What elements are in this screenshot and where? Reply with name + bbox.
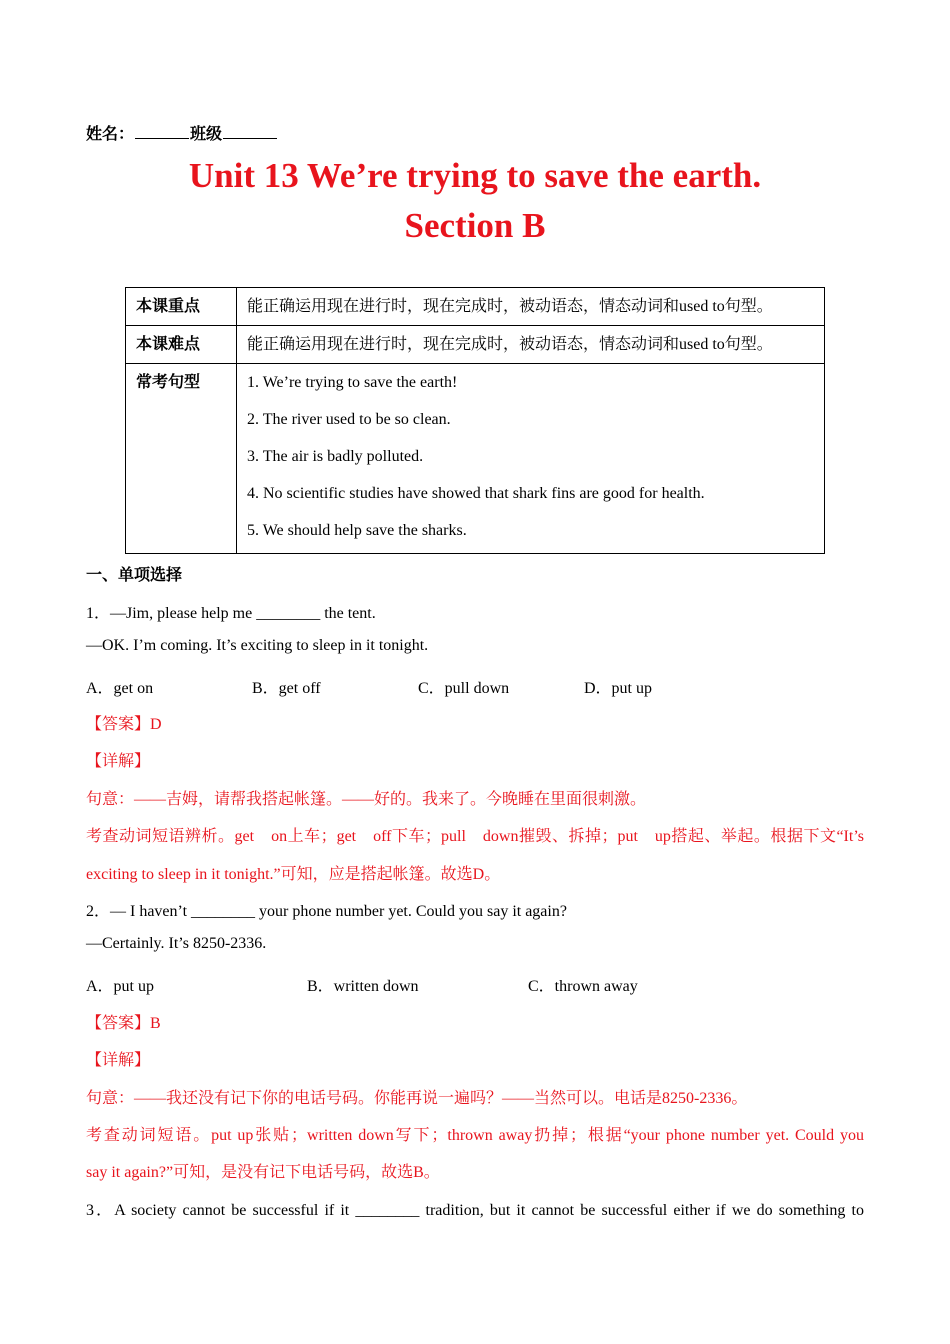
difficult-points-value: 能正确运用现在进行时，现在完成时，被动语态，情态动词和used to句型。 — [237, 326, 825, 364]
q1-analysis-line2: exciting to sleep in it tonight.”可知，应是搭起帐篷。故选D。 — [86, 866, 501, 883]
q1-option-a[interactable]: A．get on — [86, 680, 154, 697]
q1-stem: 1．—Jim, please help me ________ the tent. — [86, 605, 376, 622]
difficult-points-label: 本课难点 — [126, 326, 237, 364]
q2-stem: 2．— I haven’t ________ your phone number yet. Could you say it again? — [86, 903, 567, 920]
q1-option-d[interactable]: D．put up — [584, 680, 653, 697]
q2-reply: —Certainly. It’s 8250-2336. — [86, 935, 267, 952]
sentence-item: 1. We’re trying to save the earth! — [247, 374, 458, 391]
q1-answer: 【答案】D — [86, 716, 162, 733]
class-label: 班级 — [190, 126, 223, 143]
common-sentences-list — [237, 364, 825, 554]
sentence-item: 5. We should help save the sharks. — [247, 522, 467, 539]
class-blank[interactable] — [223, 124, 277, 139]
q1-reply: —OK. I’m coming. It’s exciting to sleep in it tonight. — [86, 637, 429, 654]
table-row — [126, 288, 825, 326]
common-sentences-label: 常考句型 — [126, 364, 237, 554]
name-blank[interactable] — [135, 124, 189, 139]
q2-analysis-line2: say it again?”可知，是没有记下电话号码，故选B。 — [86, 1164, 440, 1181]
q2-option-b[interactable]: B．written down — [307, 978, 419, 995]
q1-option-b[interactable]: B．get off — [252, 680, 321, 697]
sentence-item: 3. The air is badly polluted. — [247, 448, 424, 465]
table-row — [126, 364, 825, 554]
student-info-line — [86, 121, 278, 144]
key-points-label: 本课重点 — [126, 288, 237, 326]
sentence-item: 4. No scientific studies have showed that shark fins are good for health. — [247, 485, 705, 502]
unit-title: Unit 13 We’re trying to save the earth. — [188, 156, 762, 195]
q2-detail-label: 【详解】 — [86, 1052, 151, 1069]
q2-analysis-line1: 考查动词短语。put up张贴；written down写下；thrown away扔掉；根据“your phone number yet. Could you — [86, 1127, 864, 1144]
q2-meaning: 句意：——我还没有记下你的电话号码。你能再说一遍吗？——当然可以。电话是8250-2336。 — [86, 1090, 748, 1107]
key-points-value: 能正确运用现在进行时，现在完成时，被动语态，情态动词和used to句型。 — [237, 288, 825, 326]
q1-option-c[interactable]: C．pull down — [418, 680, 510, 697]
name-label: 姓名： — [86, 126, 135, 143]
q2-answer: 【答案】B — [86, 1015, 161, 1032]
sentence-item: 2. The river used to be so clean. — [247, 411, 451, 428]
lesson-summary-table — [125, 287, 825, 554]
q2-option-c[interactable]: C．thrown away — [528, 978, 638, 995]
table-row — [126, 326, 825, 364]
q1-detail-label: 【详解】 — [86, 753, 151, 770]
section-title: Section B — [404, 206, 546, 245]
q1-meaning: 句意：——吉姆，请帮我搭起帐篷。——好的。我来了。今晚睡在里面很刺激。 — [86, 791, 647, 808]
section-heading: 一、单项选择 — [86, 567, 183, 584]
q3-stem: 3．A society cannot be successful if it ________ tradition, but it cannot be successful either if we do something to — [86, 1202, 864, 1219]
q2-option-a[interactable]: A．put up — [86, 978, 155, 995]
q1-options — [86, 675, 652, 698]
q1-analysis-line1: 考查动词短语辨析。get on上车；get off下车；pull down摧毁、拆掉；put up搭起、举起。根据下文“It’s — [86, 828, 864, 845]
q2-options — [86, 973, 638, 996]
